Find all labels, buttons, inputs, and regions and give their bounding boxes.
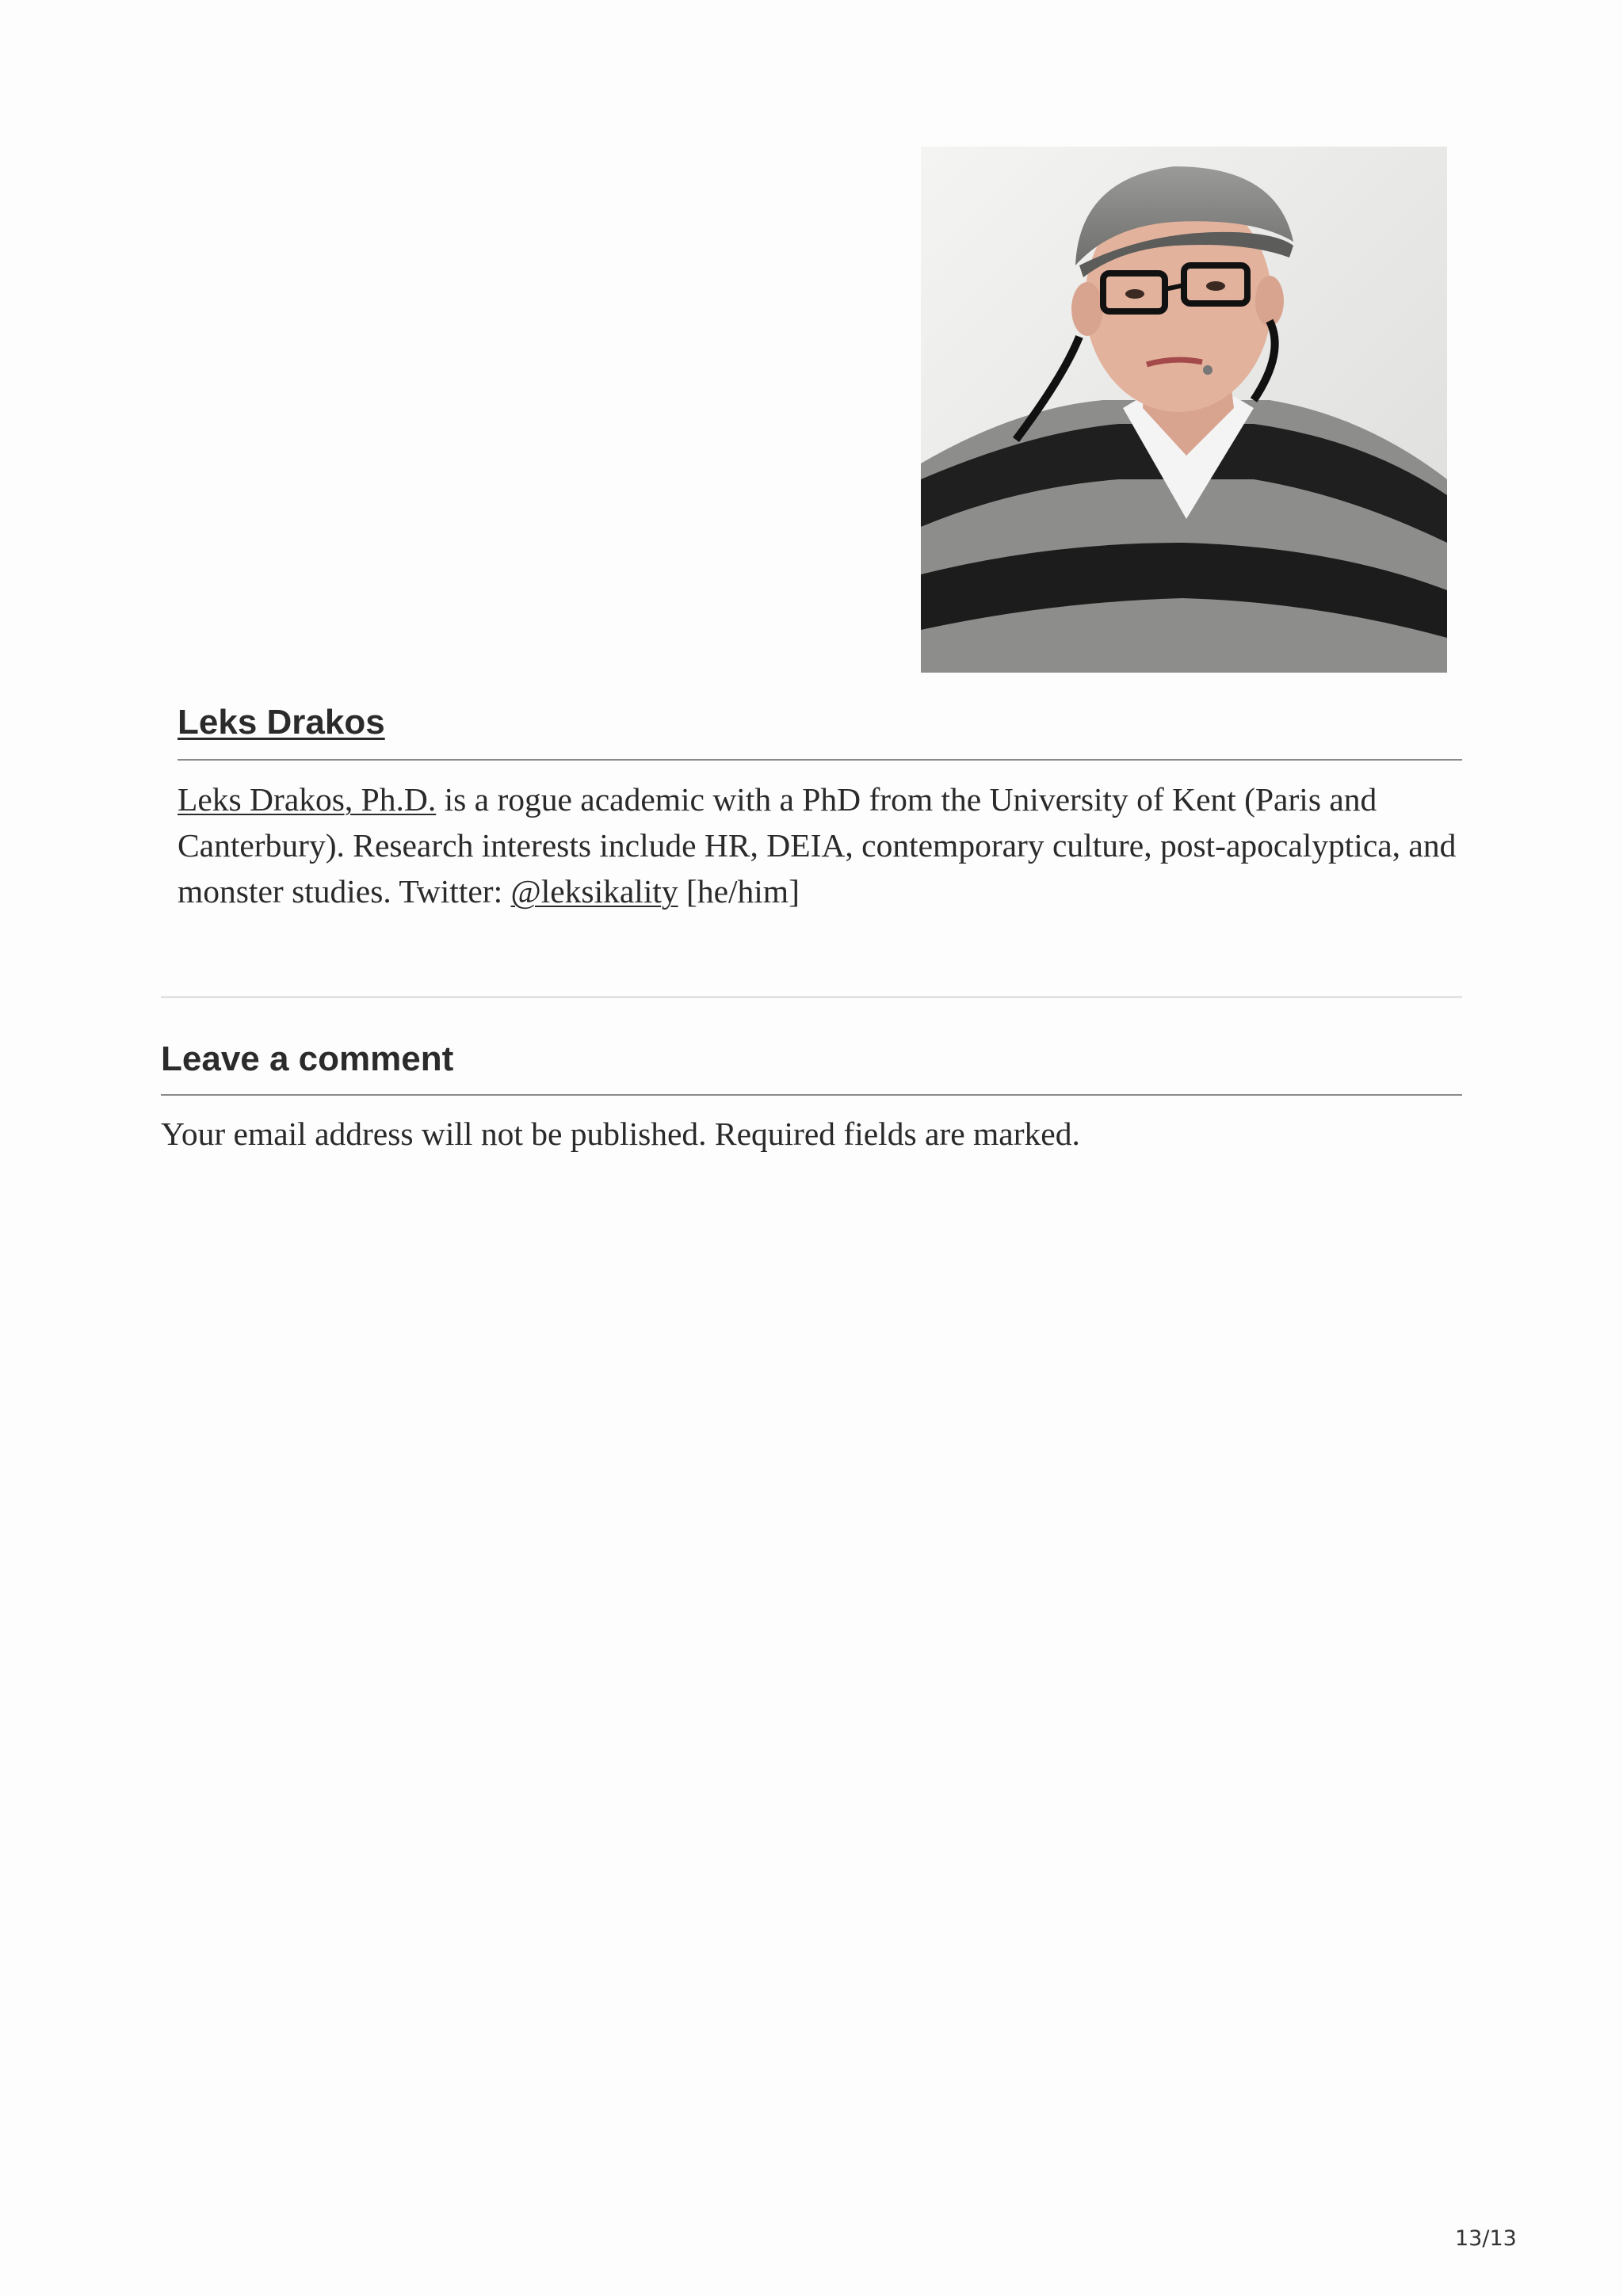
author-photo [921, 147, 1447, 673]
comment-privacy-note: Your email address will not be published. Required fields are marked. [161, 1116, 1080, 1152]
twitter-handle-link[interactable]: @leksikality [510, 873, 678, 910]
author-pronouns: [he/him] [678, 873, 800, 910]
leave-comment-heading: Leave a comment [161, 1039, 454, 1078]
comment-heading-rule [161, 1094, 1462, 1096]
page-number: 13/13 [1455, 2226, 1517, 2251]
author-bio-text: is a rogue academic with a PhD from the University of Kent (Paris and Canterbury). Research interests include HR, DEIA, contemporary culture, post-apocalyptica, and monster studies. Twitter: [178, 781, 1457, 910]
section-divider [161, 996, 1462, 998]
author-heading-rule [178, 759, 1462, 761]
author-profile-link[interactable]: Leks Drakos, Ph.D. [178, 781, 437, 818]
author-name-heading[interactable]: Leks Drakos [178, 703, 385, 742]
author-bio [178, 776, 1462, 914]
